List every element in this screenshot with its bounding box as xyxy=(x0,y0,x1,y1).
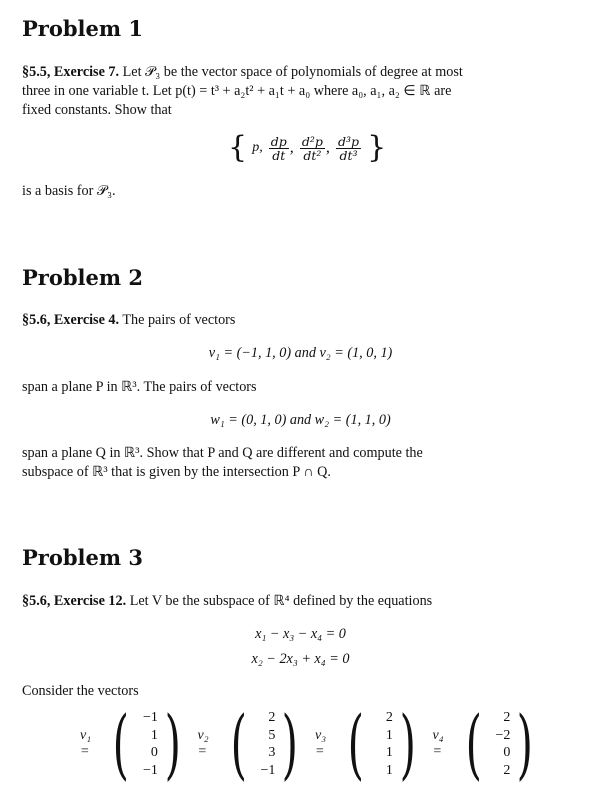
problem-3-title: Problem 3 xyxy=(22,545,144,570)
set-p: p, xyxy=(252,140,263,155)
basis-set: { p, $\frac{dp}{dt}$ , $\frac{\text{d²p}}{\text{dt²}}$ , $\frac{\text{d³p}}{\text{dt³}}$ } xyxy=(228,130,387,165)
problem-2-eq2: w₁ = (0, 1, 0) and w₂ = (1, 1, 0) xyxy=(210,412,391,428)
vector-v1: v₁ = ( −1 1 0 −1 ) xyxy=(80,699,181,788)
vector-v3: v₃ = ( 2 1 1 1 ) xyxy=(315,699,416,788)
problem-1-after: is a basis for 𝒫₃. xyxy=(22,183,116,199)
frac-second-derivative: $\frac{\text{d²p}}{\text{dt²}}$ xyxy=(301,133,323,163)
vector-v2: v₂ = ( 2 5 3 −1 ) xyxy=(197,699,299,788)
problem-3-ref: §5.6, Exercise 12. xyxy=(22,593,127,609)
problem-1-ref: §5.5, Exercise 7. xyxy=(22,64,120,80)
problem-2-intro: §5.6, Exercise 4. The pairs of vectors xyxy=(22,312,236,328)
problem-1-line3: fixed constants. Show that xyxy=(22,102,172,118)
problem-3-eqB: x₂ − 2x₃ + x₄ = 0 xyxy=(251,651,350,667)
vector-v4: v₄ = ( 2 −2 0 2 ) xyxy=(432,699,534,788)
problem-3-consider: Consider the vectors xyxy=(22,683,139,699)
frac-third-derivative: $\frac{\text{d³p}}{\text{dt³}}$ xyxy=(338,133,360,163)
problem-1-line1: Let 𝒫₃ be the vector space of polynomials of degree at most xyxy=(122,64,463,80)
problem-2-eq1: v₁ = (−1, 1, 0) and v₂ = (1, 0, 1) xyxy=(208,345,393,361)
problem-2-mid: span a plane P in ℝ³. The pairs of vectors xyxy=(22,379,257,395)
problem-1-title: Problem 1 xyxy=(22,16,144,41)
problem-2-text: span a plane Q in ℝ³. Show that P and Q are different and compute the subspace of ℝ³ that is given by the intersection P ∩ Q. xyxy=(22,445,423,480)
problem-1-text xyxy=(22,63,582,120)
problem-2-title: Problem 2 xyxy=(22,265,144,290)
vector-list xyxy=(80,699,550,788)
problem-3-intro: §5.6, Exercise 12. Let V be the subspace of ℝ⁴ defined by the equations xyxy=(22,593,433,609)
problem-1-line2: three in one variable t. Let p(t) = t³ + a₂t² + a₁t + a₀ where a₀, a₁, a₂ ∈ ℝ are xyxy=(22,83,452,99)
problem-3-eqA: x₁ − x₃ − x₄ = 0 xyxy=(255,626,346,642)
problem-2-ref: §5.6, Exercise 4. xyxy=(22,312,120,328)
frac-first-derivative: $\frac{dp}{dt}$ xyxy=(270,133,287,163)
